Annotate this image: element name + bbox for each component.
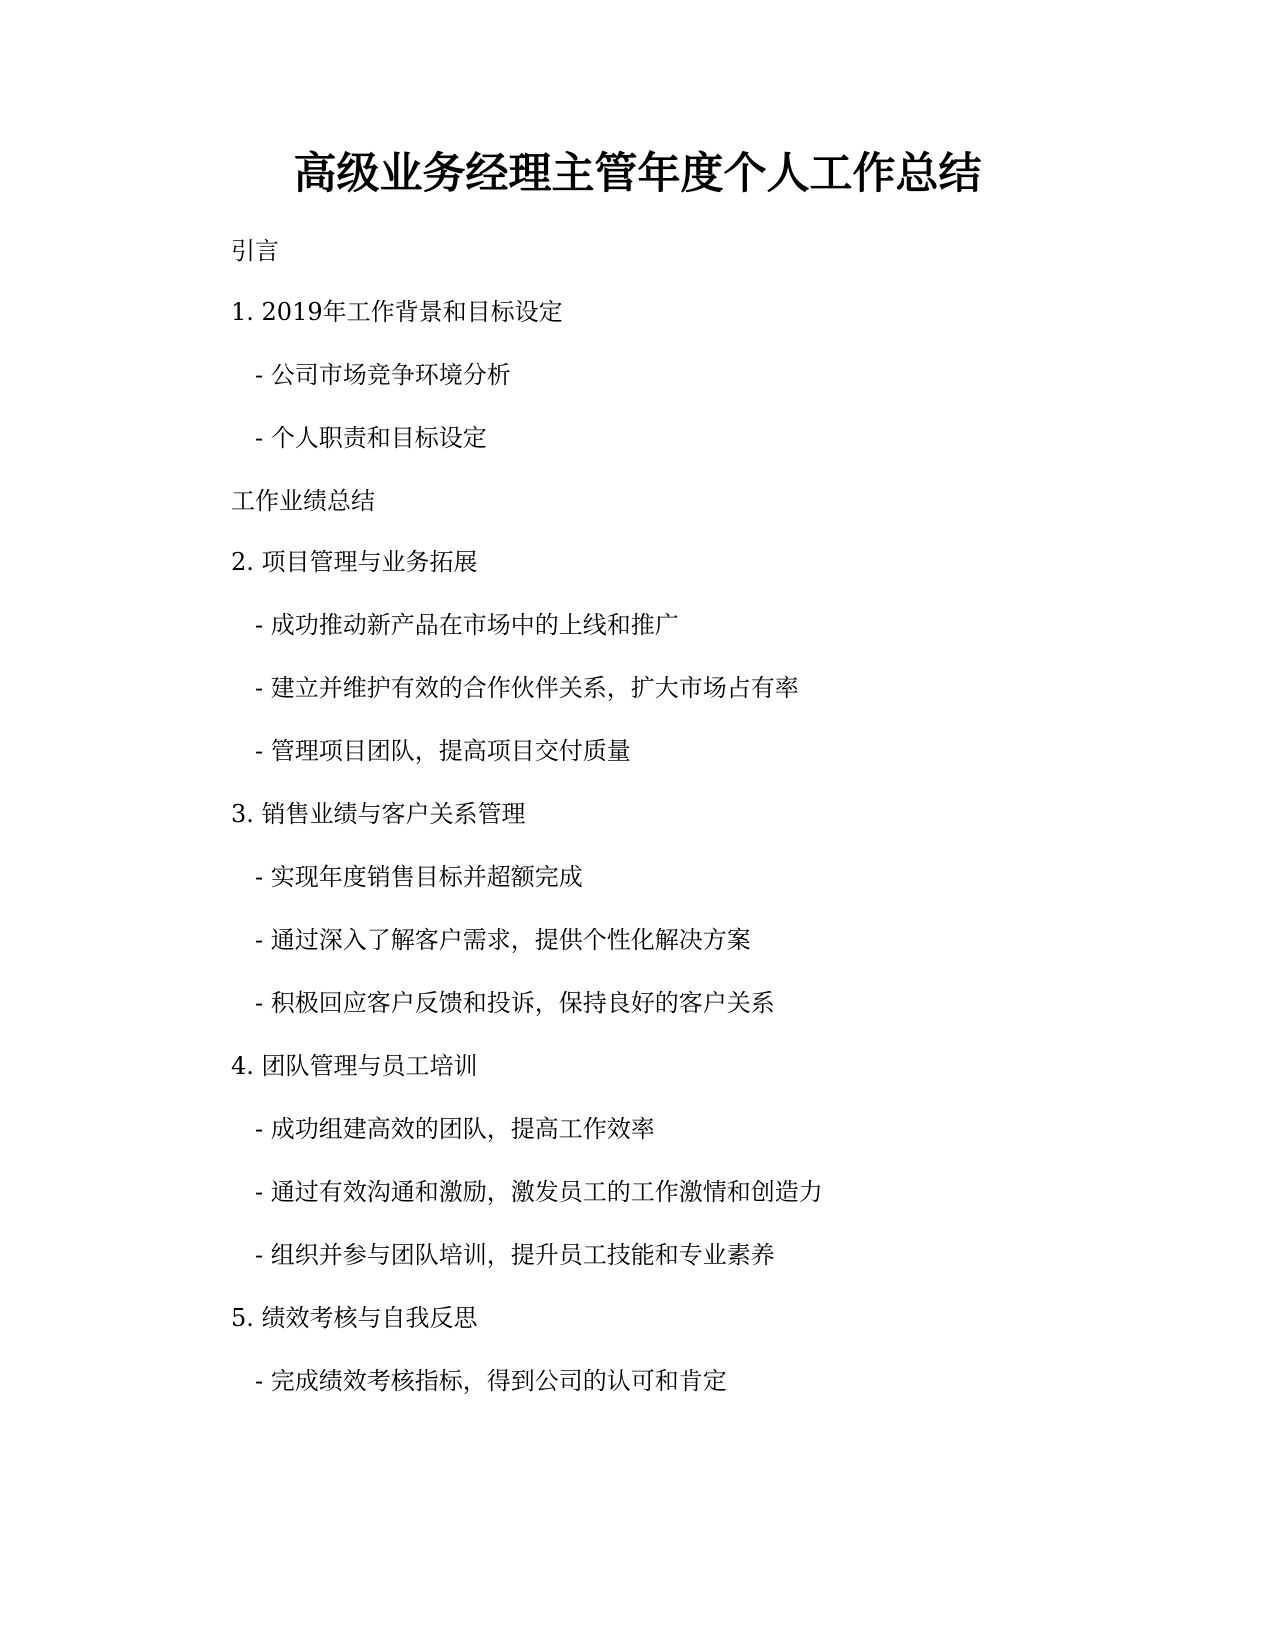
bullet-item: - 建立并维护有效的合作伙伴关系，扩大市场占有率 bbox=[255, 674, 799, 702]
list-heading-4: 4. 团队管理与员工培训 bbox=[231, 1052, 478, 1080]
bullet-item: - 公司市场竞争环境分析 bbox=[255, 361, 511, 389]
bullet-item: - 通过深入了解客户需求，提供个性化解决方案 bbox=[255, 926, 751, 954]
bullet-item: - 通过有效沟通和激励，激发员工的工作激情和创造力 bbox=[255, 1178, 823, 1206]
section-heading-intro: 引言 bbox=[231, 237, 279, 265]
list-heading-2: 2. 项目管理与业务拓展 bbox=[231, 548, 478, 576]
bullet-item: - 管理项目团队，提高项目交付质量 bbox=[255, 737, 631, 765]
bullet-item: - 实现年度销售目标并超额完成 bbox=[255, 863, 583, 891]
list-heading-1: 1. 2019年工作背景和目标设定 bbox=[231, 298, 563, 326]
list-heading-5: 5. 绩效考核与自我反思 bbox=[231, 1304, 478, 1332]
bullet-item: - 个人职责和目标设定 bbox=[255, 424, 487, 452]
bullet-item: - 成功组建高效的团队，提高工作效率 bbox=[255, 1115, 655, 1143]
list-heading-3: 3. 销售业绩与客户关系管理 bbox=[231, 800, 526, 828]
document-title: 高级业务经理主管年度个人工作总结 bbox=[293, 149, 982, 199]
section-heading-performance: 工作业绩总结 bbox=[231, 487, 375, 515]
bullet-item: - 组织并参与团队培训，提升员工技能和专业素养 bbox=[255, 1241, 775, 1269]
bullet-item: - 完成绩效考核指标，得到公司的认可和肯定 bbox=[255, 1367, 727, 1395]
bullet-item: - 成功推动新产品在市场中的上线和推广 bbox=[255, 611, 679, 639]
bullet-item: - 积极回应客户反馈和投诉，保持良好的客户关系 bbox=[255, 989, 775, 1017]
